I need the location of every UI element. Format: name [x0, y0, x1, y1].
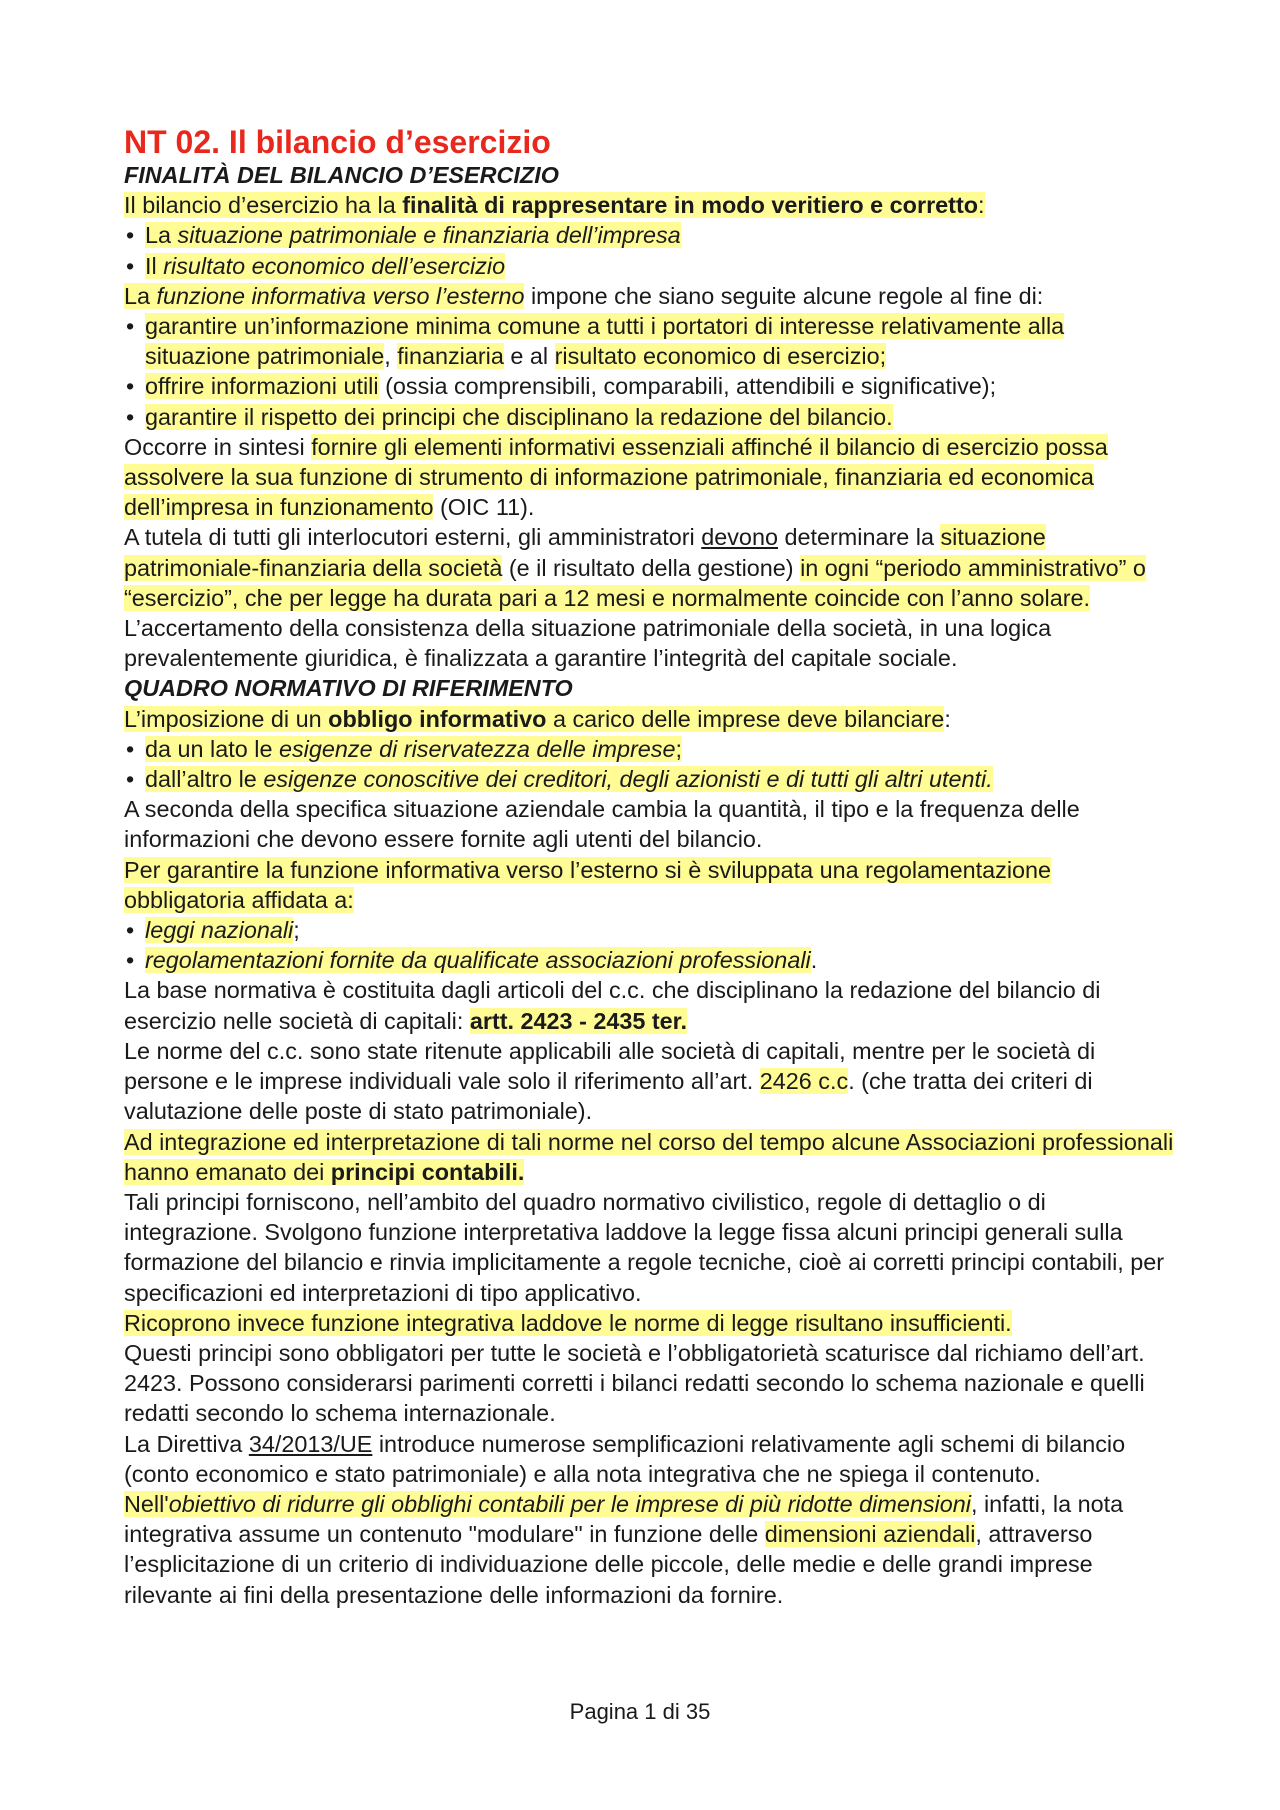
- paragraph-norme-cc: Le norme del c.c. sono state ritenute applicabili alle società di capitali, mentre per le società di persone e le imprese individuali vale solo il riferimento all’art. 2426 c.c. (che tratta dei criteri di valutazione delle poste di stato patrimoniale).: [124, 1037, 1096, 1125]
- page-footer: Pagina 1 di 35: [569, 1699, 711, 1724]
- paragraph-obbligo: L’imposizione di un obbligo informativo a carico delle imprese deve bilanciare:: [124, 705, 951, 732]
- list-item: • dall’altro le esigenze conoscitive dei creditori, degli azionisti e di tutti gli altri utenti.: [124, 764, 1174, 794]
- list-item: • leggi nazionali;: [124, 915, 1174, 945]
- list-item: • regolamentazioni fornite da qualificate associazioni professionali.: [124, 945, 1174, 975]
- paragraph-obbligatorieta: Questi principi sono obbligatori per tutte le società e l’obbligatorietà scaturisce dal richiamo dell’art. 2423. Possono considerarsi parimenti corretti i bilanci redatti secondo lo schema nazionale e quelli redatti secondo lo schema internazionale.: [124, 1339, 1145, 1427]
- paragraph-funzione-informativa: La funzione informativa verso l’esterno impone che siano seguite alcune regole al fine di:: [124, 282, 1044, 309]
- list-item: • La situazione patrimoniale e finanziaria dell’impresa: [124, 220, 1174, 250]
- list-item: • garantire un’informazione minima comune a tutti i portatori di interesse relativamente alla situazione patrimoniale, finanziaria e al risultato economico di esercizio;: [124, 311, 1174, 371]
- list-item: • offrire informazioni utili (ossia comprensibili, comparabili, attendibili e significative);: [124, 371, 1174, 401]
- paragraph-sintesi: Occorre in sintesi fornire gli elementi informativi essenziali affinché il bilancio di esercizio possa assolvere la sua funzione di strumento di informazione patrimoniale, finanziaria ed economica dell’impresa in funzionamento (OIC 11).: [124, 433, 1108, 521]
- highlight: Il bilancio d’esercizio ha la finalità di rappresentare in modo veritiero e corretto:: [124, 192, 985, 219]
- document-page: [124, 124, 1174, 1610]
- page-title: NT 02. Il bilancio d’esercizio: [124, 124, 551, 160]
- paragraph-finalita: [124, 190, 1174, 220]
- list-finalita: [124, 220, 1174, 280]
- paragraph-funzione-interpretativa: Tali principi forniscono, nell’ambito del quadro normativo civilistico, regole di dettaglio o di integrazione. Svolgono funzione interpretativa laddove la legge fissa alcuni principi generali sulla formazione del bilancio e rinvia implicitamente a regole tecniche, cioè ai corretti principi contabili, per specificazioni ed interpretazioni di tipo applicativo.: [124, 1188, 1165, 1306]
- paragraph-funzione-integrativa: Ricoprono invece funzione integrativa laddove le norme di legge risultano insufficienti.: [124, 1309, 1012, 1336]
- paragraph-principi-contabili: Ad integrazione ed interpretazione di tali norme nel corso del tempo alcune Associazioni professionali hanno emanato dei principi contabili.: [124, 1128, 1174, 1185]
- list-esigenze: [124, 734, 1174, 794]
- paragraph-base-normativa: La base normativa è costituita dagli articoli del c.c. che disciplinano la redazione del bilancio di esercizio nelle società di capitali: artt. 2423 - 2435 ter.: [124, 977, 1101, 1034]
- paragraph-regolamentazione: Per garantire la funzione informativa verso l’esterno si è sviluppata una regolamentazione obbligatoria affidata a:: [124, 856, 1052, 913]
- paragraph-situazione-aziendale: A seconda della specifica situazione aziendale cambia la quantità, il tipo e la frequenza delle informazioni che devono essere fornite agli utenti del bilancio.: [124, 796, 1080, 853]
- list-item: • Il risultato economico dell’esercizio: [124, 251, 1174, 281]
- list-regolamentazione: [124, 915, 1174, 975]
- paragraph-direttiva: La Direttiva 34/2013/UE introduce numerose semplificazioni relativamente agli schemi di bilancio (conto economico e stato patrimoniale) e alla nota integrativa che ne spiega il contenuto. Nell'obiettivo di ridurre gli obblighi contabili per le imprese di più ridotte dimensioni, infatti, la nota integrativa assume un contenuto "modulare" in funzione delle dimensioni aziendali, attraverso l’esplicitazione di un criterio di individuazione delle piccole, delle medie e delle grandi imprese rilevante ai fini della presentazione delle informazioni da fornire.: [124, 1430, 1126, 1608]
- list-item: • da un lato le esigenze di riservatezza delle imprese;: [124, 734, 1174, 764]
- paragraph-tutela: A tutela di tutti gli interlocutori esterni, gli amministratori devono determinare la situazione patrimoniale-finanziaria della società (e il risultato della gestione) in ogni “periodo amministrativo” o “esercizio”, che per legge ha durata pari a 12 mesi e normalmente coincide con l’anno solare.: [124, 524, 1146, 611]
- section-heading-finalita: FINALITÀ DEL BILANCIO D’ESERCIZIO: [124, 162, 559, 188]
- list-item: • garantire il rispetto dei principi che disciplinano la redazione del bilancio.: [124, 402, 1174, 432]
- paragraph-accertamento: L’accertamento della consistenza della situazione patrimoniale della società, in una logica prevalentemente giuridica, è finalizzata a garantire l’integrità del capitale sociale.: [124, 615, 1052, 672]
- section-heading-quadro-normativo: QUADRO NORMATIVO DI RIFERIMENTO: [124, 675, 573, 702]
- list-regole: [124, 311, 1174, 432]
